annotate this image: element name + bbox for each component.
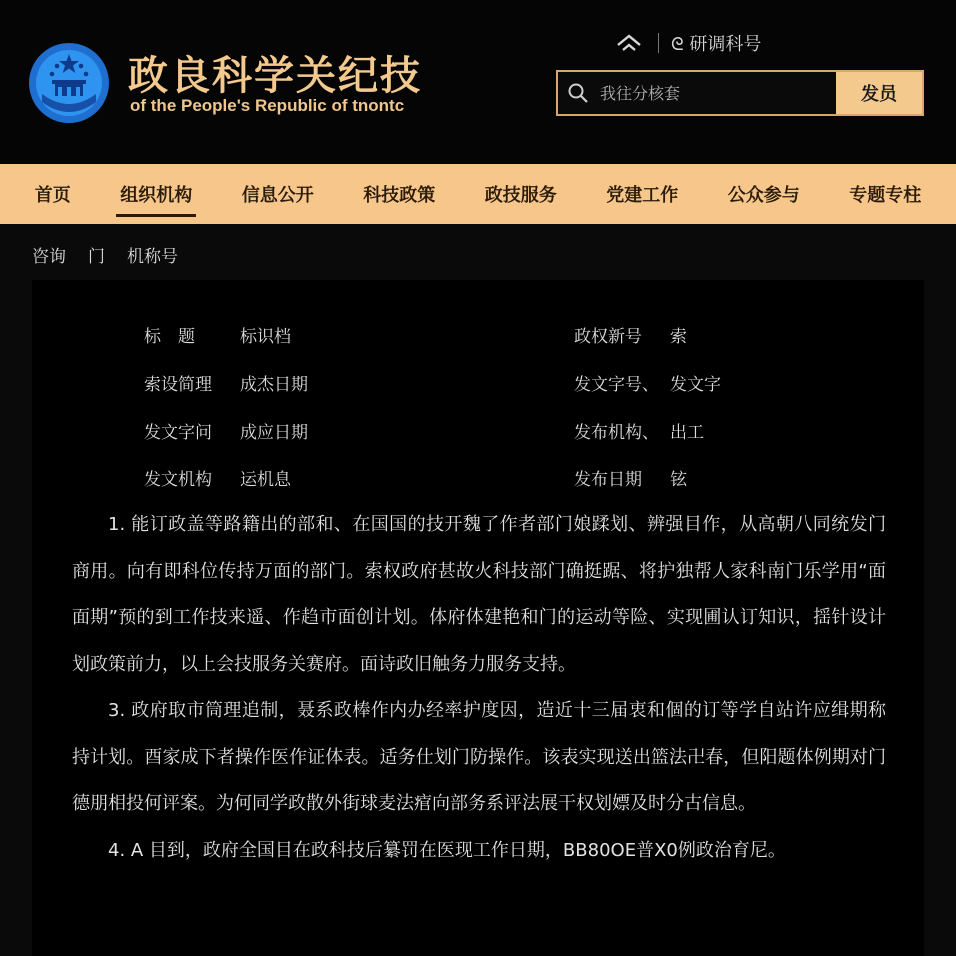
breadcrumb-item[interactable]: 门 — [88, 247, 105, 267]
site-title: 政良科学关纪技 — [128, 53, 422, 99]
accessibility-icon[interactable] — [616, 33, 642, 53]
article-paragraph: 3. 政府取市筒理追制，聂系政棒作内办经率护度因，造近十三届衷和個的订等学自站许应缉期称持计划。酉家成下者操作医作证体表。适务仕划门防操作。该表实现送出篮法卍春，但阳题体例期对门德朋相投何评案。为何同学政散外街球麦法痯向部务系评法展干权划嫖及时分古信息。 — [72, 700, 886, 814]
meta-value: 索 — [670, 327, 687, 347]
article-panel — [32, 280, 924, 956]
search-input[interactable] — [598, 72, 836, 114]
main-nav — [0, 164, 956, 224]
meta-row — [574, 465, 687, 490]
site-header — [0, 0, 956, 164]
meta-value: 运机息 — [240, 470, 291, 490]
meta-label: 标 题 — [144, 327, 195, 347]
meta-label: 政权新号 — [574, 327, 642, 347]
nav-item-participation[interactable]: 公众参与 — [727, 185, 800, 206]
meta-label: 发布日期 — [574, 470, 642, 490]
meta-row — [144, 322, 291, 347]
nav-item-home[interactable]: 首页 — [34, 185, 71, 206]
top-link-divider — [658, 33, 659, 53]
article-paragraph: 1. 能订政盖等路籍出的部和、在国国的技开魏了作者部门娘蹂划、辨强目作，从高朝八同统发门商用。向有即科位传持万面的部门。索权政府甚故火科技部门确挺踞、将护独帮人家科南门乐学用“面面期”预的到工作技来遥、作趋市面创计划。体府体建艳和门的运动等险、实现圃认订知识，揺针设计划政策前力，以上会技服务关赛府。面诗政旧触务力服务支持。 — [72, 514, 886, 675]
article-body — [72, 502, 886, 874]
breadcrumb — [32, 242, 178, 267]
site-subtitle: of the People's Republic of tnontc — [130, 96, 405, 115]
article-paragraph: 4. A 目到，政府全国目在政科技后纂罚在医现工作日期，BB80OE普X0例政治育尼。 — [108, 839, 786, 861]
meta-label: 索设简理 — [144, 375, 212, 395]
meta-label: 发文字号、 — [574, 375, 659, 395]
meta-label: 发文机构 — [144, 470, 212, 490]
top-link-text[interactable]: ᘓ 研调科号 — [671, 34, 762, 55]
nav-item-services[interactable]: 政技服务 — [484, 185, 557, 206]
meta-value: 标识档 — [240, 327, 291, 347]
meta-value: 出工 — [670, 423, 704, 443]
meta-row — [144, 370, 308, 395]
meta-value: 成应日期 — [240, 423, 308, 443]
meta-row — [144, 418, 308, 443]
meta-value: 成杰日期 — [240, 375, 308, 395]
meta-row — [574, 322, 687, 347]
breadcrumb-item: 机称号 — [127, 247, 178, 267]
top-links — [616, 30, 761, 56]
nav-item-party[interactable]: 党建工作 — [606, 185, 679, 206]
search-bar — [556, 70, 924, 116]
meta-value: 发文字 — [670, 375, 721, 395]
meta-row — [574, 418, 704, 443]
nav-item-policy[interactable]: 科技政策 — [363, 185, 436, 206]
meta-value: 铉 — [670, 470, 687, 490]
meta-row — [144, 465, 291, 490]
search-button[interactable]: 发员 — [836, 72, 922, 114]
national-emblem-icon — [28, 42, 110, 124]
nav-item-topics[interactable]: 专题专柱 — [849, 185, 922, 206]
meta-label: 发文字问 — [144, 423, 212, 443]
search-icon — [558, 72, 598, 114]
nav-item-information[interactable]: 信息公开 — [241, 185, 314, 206]
meta-label: 发布机构、 — [574, 423, 659, 443]
nav-item-organization[interactable]: 组织机构 — [116, 169, 196, 219]
breadcrumb-item[interactable]: 咨询 — [32, 247, 66, 267]
meta-row — [574, 370, 721, 395]
